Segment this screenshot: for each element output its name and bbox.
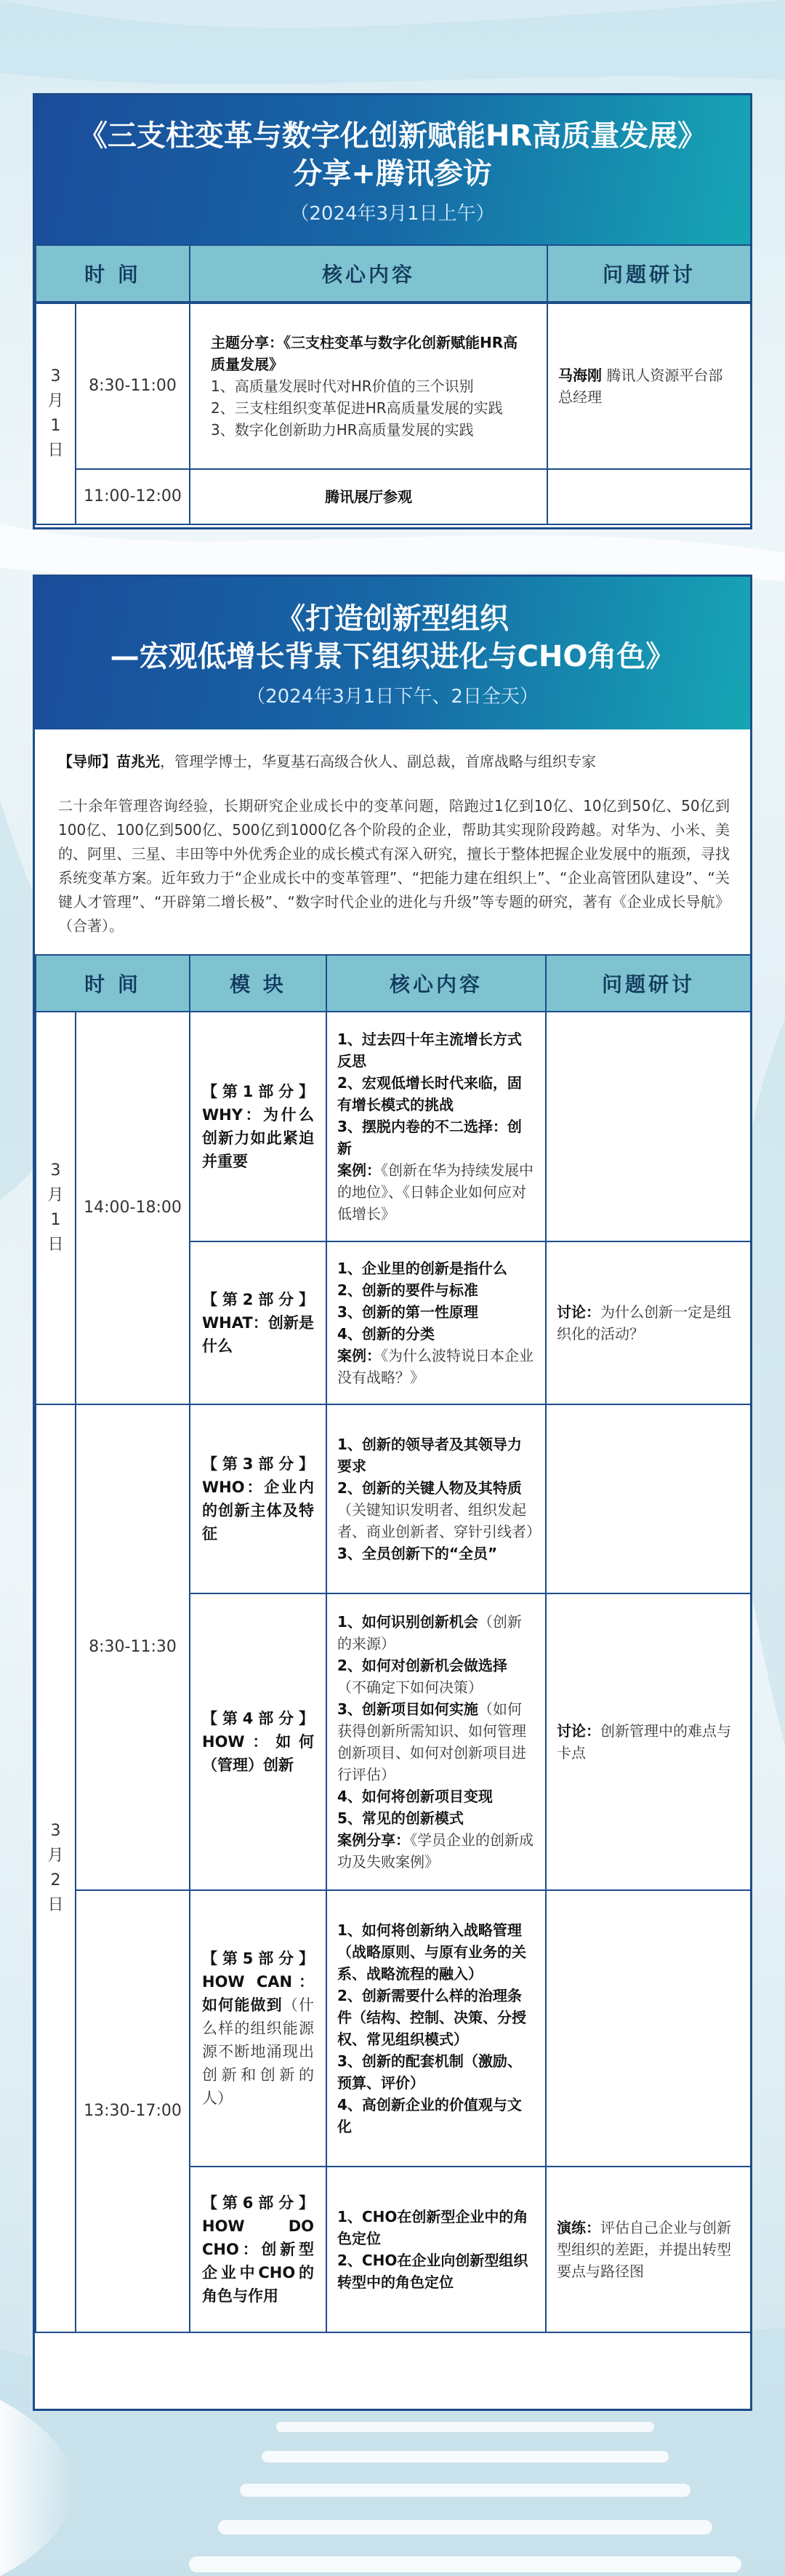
section2-date: （2024年3月1日下午、2日全天） — [246, 686, 539, 708]
module-title: 【第5部分】HOW CAN：如何能做到 — [202, 1950, 314, 2014]
content-cell — [190, 303, 547, 469]
list-item: 5、常见的创新模式 — [337, 1809, 464, 1827]
mentor-description: ，管理学博士，华夏基石高级合伙人、副总裁，首席战略与组织专家 — [160, 753, 596, 770]
day-label: 3 月 2 日 — [36, 1404, 76, 2332]
content-cell — [326, 1404, 546, 1593]
discussion-text: 评估自己企业与创新型组织的差距，并提出转型要点与路径图 — [557, 2219, 731, 2280]
header-module: 模 块 — [190, 955, 326, 1012]
speaker-title: 腾讯人资源平台部总经理 — [558, 367, 723, 406]
discussion-text: 为什么创新一定是组织化的活动？ — [557, 1303, 731, 1343]
header-content: 核心内容 — [190, 245, 547, 302]
section2-title-line2: —宏观低增长背景下组织进化与CHO角色》 — [110, 640, 675, 673]
list-item: 4、如何将创新项目变现 — [337, 1788, 493, 1805]
content-cell — [326, 1890, 546, 2167]
case-label: 案例： — [337, 1161, 381, 1179]
list-item: 3、全员创新下的“全员” — [337, 1545, 498, 1562]
time-cell: 8:30-11:00 — [76, 303, 190, 469]
time-cell: 8:30-11:30 — [76, 1404, 190, 1890]
table-row — [36, 469, 751, 524]
list-item: 2、三支柱组织变革促进HR高质量发展的实践 — [211, 399, 503, 417]
list-item: 2、创新的关键人物及其特质 — [337, 1479, 522, 1497]
list-item: 1、创新的领导者及其领导力要求 — [337, 1436, 522, 1475]
day-label: 3 月 1 日 — [36, 303, 76, 524]
content-cell — [326, 1012, 546, 1241]
module-cell — [190, 1012, 326, 1241]
list-item: 4、创新的分类 — [337, 1325, 435, 1343]
table-row — [36, 1890, 751, 2167]
title-banner-2 — [35, 577, 750, 729]
discussion-cell — [546, 1593, 751, 1890]
module-title: 【第1部分】WHY：为什么创新力如此紧迫并重要 — [202, 1083, 314, 1170]
schedule-table-1 — [35, 244, 752, 303]
header-time: 时 间 — [36, 245, 190, 302]
list-item-note: （关键知识发明者、组织发起者、商业创新者、穿针引线者） — [337, 1501, 541, 1540]
day-label: 3 月 1 日 — [36, 1012, 76, 1404]
content-cell: 腾讯展厅参观 — [190, 469, 547, 524]
discussion-text: 创新管理中的难点与卡点 — [557, 1722, 731, 1761]
list-item: 4、高创新企业的价值观与文化 — [337, 2096, 522, 2135]
discussion-cell — [546, 1241, 751, 1404]
list-item-note: （创新的来源） — [337, 1613, 522, 1652]
agenda-card-2 — [33, 575, 752, 2411]
module-cell — [190, 1241, 326, 1404]
list-item: 3、创新项目如何实施 — [337, 1700, 478, 1718]
section1-date: （2024年3月1日上午） — [290, 203, 495, 225]
module-title: 【第4部分】HOW：如何（管理）创新 — [202, 1710, 314, 1774]
list-item: 1、CHO在创新型企业中的角色定位 — [337, 2208, 528, 2247]
discussion-label: 讨论： — [557, 1722, 600, 1740]
module-subtitle: （什么样的组织能源源不断地涌现出创新和创新的人） — [202, 1996, 315, 2107]
list-item: 1、过去四十年主流增长方式反思 — [337, 1031, 522, 1070]
list-item: 2、如何对创新机会做选择 — [337, 1657, 507, 1674]
schedule-body-1 — [35, 303, 752, 525]
list-item: 2、创新需要什么样的治理条件（结构、控制、决策、分授权、常见组织模式） — [337, 1987, 526, 2048]
mentor-label: 【导师】 — [58, 753, 116, 770]
module-cell — [190, 1404, 326, 1593]
empty-cell — [547, 469, 751, 524]
module-title: 【第2部分】WHAT：创新是什么 — [202, 1291, 314, 1355]
header-discussion: 问题研讨 — [546, 955, 751, 1012]
list-item: 1、企业里的创新是指什么 — [337, 1260, 507, 1277]
section2-title-line1: 《打造创新型组织 — [276, 602, 509, 636]
topic-label: 主题分享： — [211, 334, 283, 351]
discussion-label: 演练： — [557, 2219, 600, 2236]
mentor-name: 苗兆光 — [116, 753, 160, 770]
speaker-name: 马海刚 — [558, 367, 602, 384]
section1-title-line2: 分享+腾讯参访 — [293, 157, 492, 191]
discussion-cell — [546, 1404, 751, 1593]
module-cell — [190, 1593, 326, 1890]
module-title: 【第6部分】HOW DO CHO：创新型企业中CHO的角色与作用 — [202, 2194, 314, 2305]
mentor-bio: 二十余年管理咨询经验，长期研究企业成长中的变革问题，陪跑过1亿到10亿、10亿到50亿、50亿到100亿、100亿到500亿、500亿到1000亿各个阶段的企业，帮助其实现阶段跨越。对华为、小米、美的、阿里、三星、丰田等中外优秀企业的成长模式有深入研究，擅长于整体把握企业发展中的瓶颈，寻找系统变革方案。近年致力于“企业成长中的变革管理”、“把能力建在组织上”、“企业高管团队建设”、“关键人才管理”、“开辟第二增长极”、“数字时代企业的进化与升级”等专题的研究，著有《企业成长导航》（合著）。 — [58, 797, 730, 935]
section1-title-line1: 《三支柱变革与数字化创新赋能HR高质量发展》 — [78, 119, 707, 153]
mentor-line — [58, 750, 730, 774]
list-item: 3、摆脱内卷的不二选择：创新 — [337, 1118, 522, 1157]
content-cell — [326, 1593, 546, 1890]
case-text: 《创新在华为持续发展中的地位》、《日韩企业如何应对低增长》 — [337, 1161, 534, 1223]
case-text: 《为什么波特说日本企业没有战略？》 — [337, 1347, 534, 1386]
time-cell: 14:00-18:00 — [76, 1012, 190, 1404]
list-item-note: （不确定下如何决策） — [337, 1679, 483, 1696]
case-text: 《学员企业的创新成功及失败案例》 — [337, 1831, 534, 1871]
time-cell: 13:30-17:00 — [76, 1890, 190, 2332]
module-cell — [190, 2167, 326, 2332]
time-cell: 11:00-12:00 — [76, 469, 190, 524]
case-label: 案例分享： — [337, 1831, 410, 1849]
table-header-row — [36, 245, 751, 302]
discussion-cell — [546, 2167, 751, 2332]
list-item: 2、CHO在企业向创新型组织转型中的角色定位 — [337, 2252, 528, 2291]
case-label: 案例： — [337, 1347, 381, 1364]
list-item-note: （如何获得创新所需知识、如何管理创新项目、如何对创新项目进行评估） — [337, 1700, 526, 1783]
header-discussion: 问题研讨 — [547, 245, 751, 302]
discussion-cell — [546, 1012, 751, 1241]
title-banner-1 — [35, 95, 750, 244]
mentor-intro — [35, 729, 750, 954]
content-cell — [326, 1241, 546, 1404]
module-cell — [190, 1890, 326, 2167]
schedule-table-2 — [35, 954, 752, 2333]
table-row — [36, 1012, 751, 1241]
list-item: 3、创新的配套机制（激励、预算、评价） — [337, 2052, 522, 2092]
list-item: 1、如何将创新纳入战略管理（战略原则、与原有业务的关系、战略流程的融入） — [337, 1921, 526, 1983]
header-content: 核心内容 — [326, 955, 546, 1012]
list-item: 2、创新的要件与标准 — [337, 1281, 478, 1299]
module-title: 【第3部分】WHO：企业内的创新主体及特征 — [202, 1455, 314, 1543]
list-item: 3、创新的第一性原理 — [337, 1303, 478, 1321]
list-item: 3、数字化创新助力HR高质量发展的实践 — [211, 421, 474, 439]
agenda-card-1 — [33, 93, 752, 529]
table-row — [36, 303, 751, 469]
list-item: 1、高质量发展时代对HR价值的三个识别 — [211, 377, 474, 395]
speaker-cell — [547, 303, 751, 469]
topic-title: 《三支柱变革与数字化创新赋能HR高质量发展》 — [211, 334, 518, 373]
content-cell — [326, 2167, 546, 2332]
list-item: 1、如何识别创新机会 — [337, 1613, 478, 1631]
discussion-label: 讨论： — [557, 1303, 600, 1321]
header-time: 时 间 — [36, 955, 190, 1012]
table-row — [36, 1404, 751, 1593]
table-header-row — [36, 955, 751, 1012]
discussion-cell — [546, 1890, 751, 2167]
list-item: 2、宏观低增长时代来临，固有增长模式的挑战 — [337, 1074, 522, 1113]
